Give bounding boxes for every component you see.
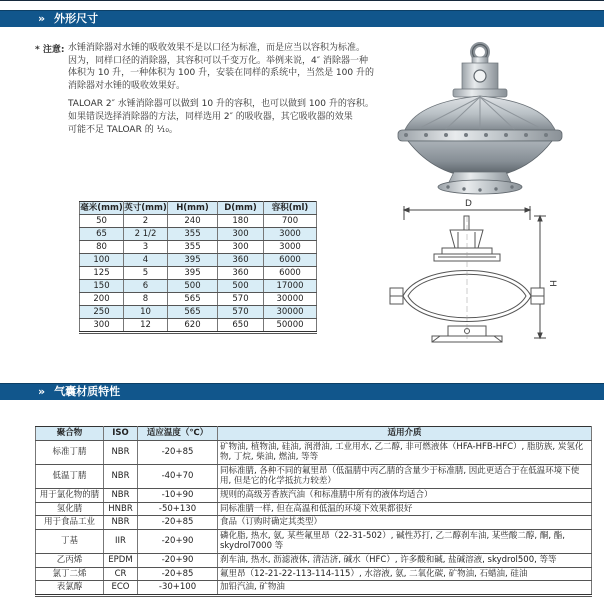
cell-iso: HNBR	[104, 502, 138, 516]
cell: 8	[124, 293, 168, 306]
technical-drawing	[388, 196, 602, 354]
product-photo	[390, 40, 570, 198]
material-table	[35, 426, 592, 595]
cell-temperature: -40+70	[138, 464, 218, 488]
cell: 30000	[264, 293, 317, 306]
section1-title: 外形尺寸	[54, 12, 99, 25]
cell: 100	[80, 254, 124, 267]
note-line: 可能不足 TALOAR 的 ⅒。	[68, 124, 178, 135]
cell: 570	[218, 293, 264, 306]
table-row	[36, 488, 592, 502]
table-row	[80, 280, 317, 293]
cell-temperature: -20+90	[138, 553, 218, 567]
cell-temperature: -20+85	[138, 440, 218, 464]
cell-media: 同标准腈, 各种不同的氟里昂（低温腈中丙乙腈的含量少于标准腈, 因此更适合于在低温环境下使用, 但是它的化学抵抗力较差）	[218, 464, 592, 488]
table-row	[36, 529, 592, 553]
cell: 500	[218, 280, 264, 293]
cell: 3	[124, 241, 168, 254]
col-header-mm: 毫米(mm)	[80, 203, 123, 213]
cell: 6	[124, 280, 168, 293]
cell: 240	[168, 215, 218, 228]
cell: 650	[218, 319, 264, 332]
dimension-d-label: D	[465, 199, 472, 209]
table-row	[80, 293, 317, 306]
cell-media: 刹车油, 热水, 沥滤液体, 清洁济, 碱水（HFC）, 许多酸和碱, 盐碱溶液, skydrol500, 等等	[218, 553, 592, 567]
note-line: TALOAR 2″ 水锤消除器可以做到 10 升的容积，也可以做到 100 升的容积。	[68, 99, 374, 110]
cell: 3000	[264, 241, 317, 254]
table-row	[36, 440, 592, 464]
cell: 6000	[264, 267, 317, 280]
cell: 30000	[264, 306, 317, 319]
cell-polymer: 用于氯化物的腈	[36, 488, 104, 502]
col-header-polymer: 聚合物	[36, 427, 104, 441]
cell-media: 磷化脂, 热水, 氨, 某些氟里昂（22-31-502）, 碱性苏打, 乙二醇刹车油, 某些酸二醇, 酮, 酯, skydrol7000 等	[218, 529, 592, 553]
cell-iso: NBR	[104, 464, 138, 488]
material-table-header-row	[36, 427, 592, 441]
table-row	[80, 215, 317, 228]
cell: 17000	[264, 280, 317, 293]
material-table-wrap	[35, 426, 592, 597]
cell-media: 矿物油, 植物油, 硅油, 润滑油, 工业用水, 乙二醇, 非可燃液体（HFA-HFB-HFC）, 脂肪族, 炭氢化物, 丁烷, 柴油, 燃油, 等等	[218, 440, 592, 464]
note-line: 如果错误选择消除器的方法，同样选用 2″ 的吸收器，其它吸收器的效果	[68, 111, 353, 122]
cell: 50	[80, 215, 124, 228]
cell-iso: NBR	[104, 516, 138, 530]
cell: 565	[168, 293, 218, 306]
table-row	[80, 267, 317, 280]
cell: 355	[168, 228, 218, 241]
dimension-table-header-row	[80, 202, 317, 215]
cell: 180	[218, 215, 264, 228]
cell-media: 食品（订购时确定其类型）	[218, 516, 592, 530]
section-header-materials	[0, 383, 604, 400]
cell: 355	[168, 241, 218, 254]
col-header-volume: 容积(ml)	[264, 202, 317, 215]
cell-temperature: -30+100	[138, 581, 218, 595]
col-header-inch: 英寸(mm)	[124, 203, 167, 213]
cell: 300	[218, 228, 264, 241]
cell-polymer: 低温丁腈	[36, 464, 104, 488]
table-row	[80, 241, 317, 254]
col-header-h: H(mm)	[168, 202, 218, 215]
cell: 65	[80, 228, 124, 241]
cell: 300	[218, 241, 264, 254]
section-marker-icon: »	[38, 12, 46, 25]
table-row	[36, 553, 592, 567]
table-row	[36, 567, 592, 581]
dimension-drawing	[388, 196, 602, 354]
table-row	[36, 581, 592, 595]
cell: 620	[168, 319, 218, 332]
cell: 2	[124, 215, 168, 228]
table-row	[36, 516, 592, 530]
cell-temperature: -10+90	[138, 488, 218, 502]
cell-iso: ECO	[104, 581, 138, 595]
section-header-dimensions	[0, 10, 604, 27]
note-line: 消除器对水锤的吸收效果好。	[68, 80, 186, 91]
cell-temperature: -50+130	[138, 502, 218, 516]
col-header-media: 适用介质	[218, 427, 592, 441]
table-row	[36, 464, 592, 488]
cell: 50000	[264, 319, 317, 332]
gauge	[474, 70, 486, 82]
base-flange	[438, 180, 522, 194]
cell: 125	[80, 267, 124, 280]
note-line: 体积为 10 升，一种体积为 100 升，安装在同样的系统中，当然是 100 升的	[68, 68, 374, 79]
table-row	[80, 228, 317, 241]
table-row	[80, 306, 317, 319]
cell-temperature: -20+85	[138, 567, 218, 581]
col-header-iso: ISO	[104, 427, 138, 441]
dimension-table	[79, 201, 317, 332]
table-row	[36, 502, 592, 516]
cell-iso: CR	[104, 567, 138, 581]
note-label: * 注意:	[35, 45, 65, 55]
cell-media: 氟里昂（12-21-22-113-114-115）, 水溶液, 氨, 二氧化碳, 矿物油, 石蜡油, 硅油	[218, 567, 592, 581]
cell: 500	[168, 280, 218, 293]
cell-iso: IIR	[104, 529, 138, 553]
cell: 360	[218, 267, 264, 280]
cell: 300	[80, 319, 124, 332]
cell-polymer: 丁基	[36, 529, 104, 553]
cell-polymer: 用于食品工业	[36, 516, 104, 530]
dimension-table-wrap	[79, 201, 317, 334]
cell: 3000	[264, 228, 317, 241]
cell-iso: NBR	[104, 488, 138, 502]
cell-media: 规则的高级芳香族汽油（和标准腈中所有的液体均适合）	[218, 488, 592, 502]
col-header-d: D(mm)	[218, 202, 264, 215]
cell: 565	[168, 306, 218, 319]
cell-temperature: -20+85	[138, 516, 218, 530]
cell-media: 加铅汽油, 矿物油	[218, 581, 592, 595]
cell: 700	[264, 215, 317, 228]
cell: 6000	[264, 254, 317, 267]
section2-title: 气囊材质特性	[54, 385, 121, 398]
cell: 4	[124, 254, 168, 267]
cell: 200	[80, 293, 124, 306]
cell-polymer: 氢化腈	[36, 502, 104, 516]
cell-iso: NBR	[104, 440, 138, 464]
cell-polymer: 乙丙烯	[36, 553, 104, 567]
col-header-temperature: 适应温度（℃）	[138, 427, 218, 441]
page-top-rule	[0, 0, 604, 1]
dimension-h-label: H	[547, 280, 557, 287]
cell-media: 同标准腈一样, 但在高温和低温的环境下效果都很好	[218, 502, 592, 516]
cell: 360	[218, 254, 264, 267]
cell: 2 1/2	[124, 228, 168, 241]
cell-polymer: 标准丁腈	[36, 440, 104, 464]
water-hammer-arrestor-photo	[390, 40, 570, 198]
note-line: 因为，同样口径的消除器，其容积可以千变万化。举例来说，4″ 消除器一种	[68, 55, 368, 66]
cell: 5	[124, 267, 168, 280]
note-text	[68, 42, 374, 136]
cell: 12	[124, 319, 168, 332]
table-row	[80, 319, 317, 332]
mid-flange	[398, 130, 562, 141]
cell-iso: EPDM	[104, 553, 138, 567]
cell: 250	[80, 306, 124, 319]
cell: 80	[80, 241, 124, 254]
note-line: 水锤消除器对水锤的吸收效果不是以口径为标准，而是应当以容积为标准。	[68, 43, 366, 53]
cell: 150	[80, 280, 124, 293]
cell-temperature: -20+90	[138, 529, 218, 553]
cell-polymer: 氯丁二烯	[36, 567, 104, 581]
cell: 570	[218, 306, 264, 319]
cell: 395	[168, 254, 218, 267]
cell: 395	[168, 267, 218, 280]
cell-polymer: 表氯醇	[36, 581, 104, 595]
table-row	[80, 254, 317, 267]
cell: 10	[124, 306, 168, 319]
section-marker-icon: »	[38, 385, 46, 398]
